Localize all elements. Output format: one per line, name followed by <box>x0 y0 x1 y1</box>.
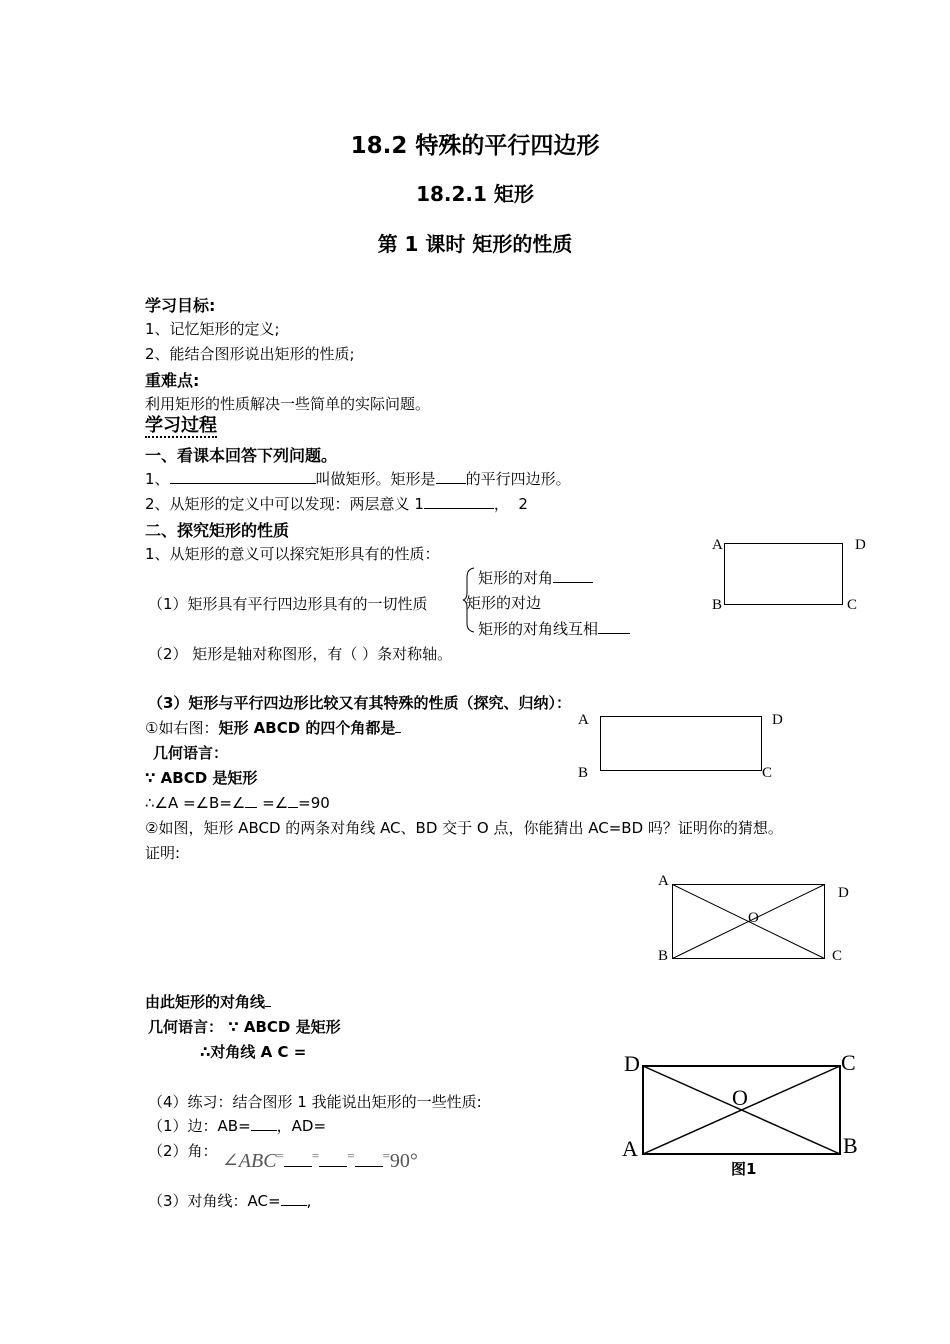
practice-side: （1）边：AB= ，AD= <box>148 1117 327 1135</box>
vertex-label: D <box>855 537 866 553</box>
blank[interactable] <box>395 717 401 733</box>
brace-item: 矩形的对边 <box>466 594 542 612</box>
proof-label: 证明: <box>145 844 181 862</box>
vertex-label: B <box>578 765 589 781</box>
blank[interactable] <box>598 618 630 634</box>
q2-comma: ， <box>493 495 509 513</box>
vertex-label: A <box>658 873 669 889</box>
key-points-heading: 重难点: <box>145 371 200 390</box>
vertex-label: D <box>838 885 849 901</box>
vertex-label: A <box>712 537 723 553</box>
key-points-text: 利用矩形的性质解决一些简单的实际问题。 <box>145 395 431 413</box>
property-2: （2） 矩形是轴对称图形，有（ ）条对称轴。 <box>148 645 453 663</box>
blank[interactable] <box>288 792 298 808</box>
q2-num2: 2 <box>518 495 528 513</box>
q1-end: 的平行四边形。 <box>465 470 571 488</box>
vertex-label: D <box>772 712 783 728</box>
vertex-label: B <box>712 597 723 613</box>
vertex-label: B <box>658 948 669 964</box>
vertex-label: C <box>841 1050 856 1075</box>
blank[interactable] <box>436 468 466 484</box>
practice-angle: （2）角： <box>148 1142 218 1160</box>
geometry-language: 几何语言： <box>153 744 229 762</box>
blank[interactable] <box>170 468 316 484</box>
figure-caption: 图1 <box>731 1160 757 1178</box>
vertex-label: A <box>578 712 589 728</box>
blank[interactable] <box>281 1190 307 1206</box>
because-line: ∵ ABCD 是矩形 <box>145 769 258 787</box>
objective-item: 1、记忆矩形的定义; <box>145 320 280 338</box>
practice-diagonal: （3）对角线：AC= , <box>148 1192 312 1210</box>
section1-heading: 一、看课本回答下列问题。 <box>145 446 338 465</box>
q1-num: 1、 <box>145 470 170 488</box>
vertex-label: C <box>762 765 773 781</box>
blank[interactable] <box>245 792 257 808</box>
center-label: O <box>732 1085 748 1110</box>
page-title: 18.2 特殊的平行四边形 <box>350 133 600 159</box>
practice-heading: （4）练习：结合图形 1 我能说出矩形的一些性质: <box>148 1093 482 1111</box>
diagonal-question: ②如图，矩形 ABCD 的两条对角线 AC、BD 交于 O 点，你能猜出 AC=BD 吗？证明你的猜想。 <box>145 819 783 837</box>
corners-question: ①如右图：矩形 ABCD 的四个角都是 <box>145 717 401 738</box>
blank[interactable] <box>284 1152 312 1167</box>
process-heading: 学习过程 <box>145 415 217 436</box>
brace-item: 矩形的对角 <box>478 567 593 588</box>
angle-expression: ∠ABC= = = =90° <box>222 1148 418 1172</box>
q1-mid: 叫做矩形。矩形是 <box>315 470 436 488</box>
question-2 <box>145 493 528 514</box>
rectangle-shape <box>724 543 844 606</box>
brace-item: 矩形的对角线互相 <box>478 618 630 639</box>
center-label: O <box>748 910 759 926</box>
lesson-title: 第 1 课时 矩形的性质 <box>377 232 573 256</box>
conclusion-line: 由此矩形的对角线 <box>145 991 271 1012</box>
q2-text: 2、从矩形的定义中可以发现：两层意义 1 <box>145 495 424 513</box>
objective-item: 2、能结合图形说出矩形的性质; <box>145 345 355 363</box>
blank[interactable] <box>424 493 494 509</box>
blank[interactable] <box>265 991 271 1007</box>
vertex-label: B <box>843 1133 858 1158</box>
blank[interactable] <box>355 1152 383 1167</box>
blank[interactable] <box>553 567 593 583</box>
vertex-label: C <box>847 597 858 613</box>
property-3: （3）矩形与平行四边形比较又有其特殊的性质（探究、归纳）： <box>148 694 571 712</box>
property-1: （1）矩形具有平行四边形具有的一切性质 <box>148 595 428 613</box>
question-1 <box>145 468 571 489</box>
blank[interactable] <box>251 1115 277 1131</box>
objectives-heading: 学习目标: <box>145 296 216 315</box>
section2-intro: 1、从矩形的意义可以探究矩形具有的性质： <box>145 545 440 563</box>
page-subtitle: 18.2.1 矩形 <box>416 182 534 206</box>
section2-heading: 二、探究矩形的性质 <box>145 521 290 540</box>
therefore-line: ∴∠A =∠B=∠ =∠ =90 <box>145 794 330 812</box>
geometry-language-2: 几何语言： ∵ ABCD 是矩形 <box>148 1018 341 1036</box>
vertex-label: C <box>832 948 843 964</box>
blank[interactable] <box>319 1152 347 1167</box>
vertex-label: A <box>622 1136 638 1161</box>
vertex-label: D <box>624 1051 640 1076</box>
rectangle-shape <box>600 716 763 772</box>
diagonal-line: ∴对角线 A C = <box>200 1043 307 1061</box>
